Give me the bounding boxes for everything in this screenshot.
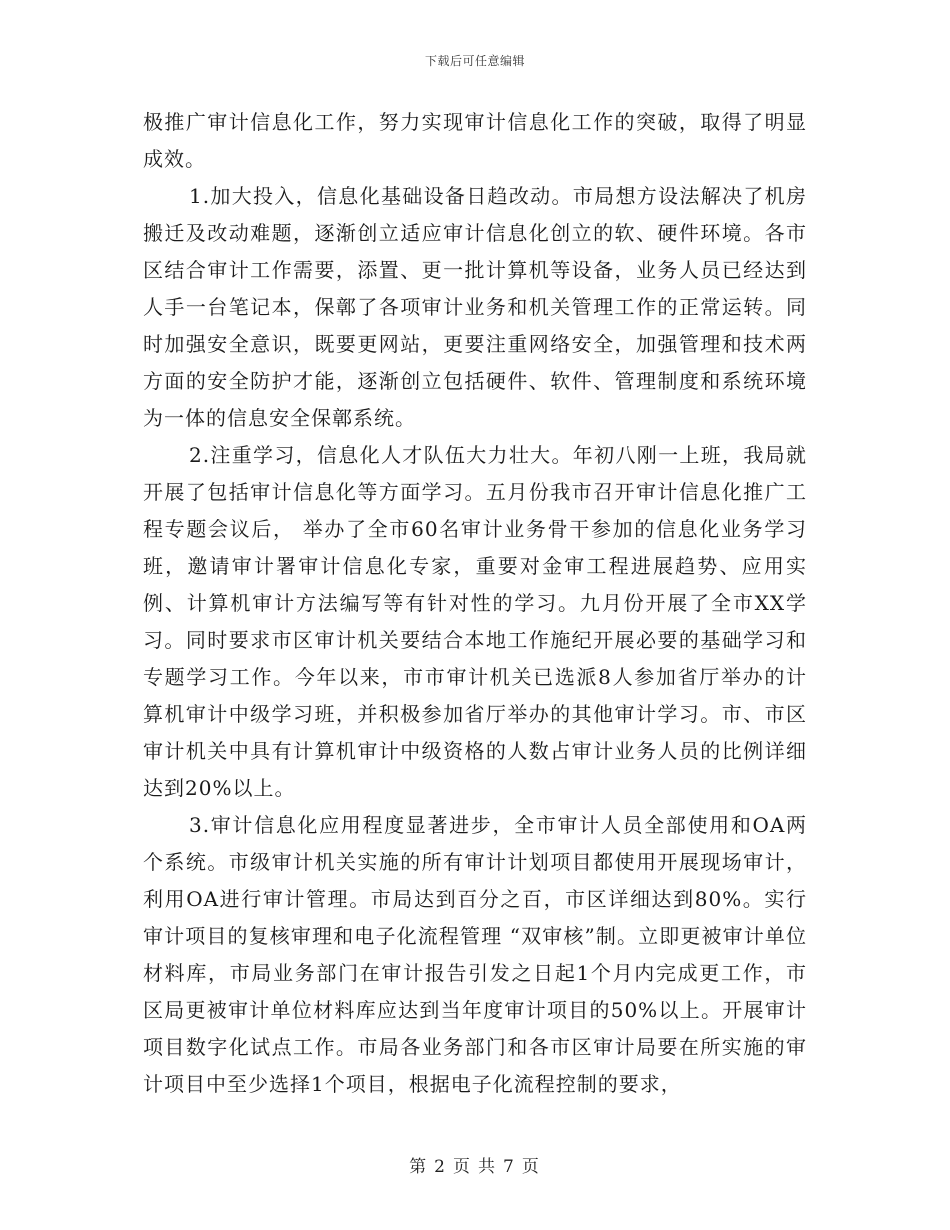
document-body bbox=[143, 104, 807, 1103]
footer-current-page: 2 bbox=[434, 1157, 447, 1177]
footer-total-pages: 7 bbox=[503, 1157, 516, 1177]
paragraph-item-2: 2.注重学习，信息化人才队伍大力壮大。年初八刚一上班，我局就开展了包括审计信息化等方面学习。五月份我市召开审计信息化推广工程专题会议后， 举办了全市60名审计业务骨干参加的信息化业务学习班，邀请审计署审计信息化专家，重要对金审工程进展趋势、应用实例、计算机审计方法编写等有针对性的学习。九月份开展了全市XX学习。同时要求市区审计机关要结合本地工作施纪开展必要的基础学习和专题学习工作。今年以来，市市审计机关已选派8人参加省厅举办的计算机审计中级学习班，并积极参加省厅举办的其他审计学习。市、市区审计机关中具有计算机审计中级资格的人数占审计业务人员的比例详细达到20%以上。 bbox=[143, 443, 807, 800]
paragraph-continuation: 极推广审计信息化工作，努力实现审计信息化工作的突破，取得了明显成效。 bbox=[143, 110, 807, 171]
paragraph-item-3: 3.审计信息化应用程度显著进步，全市审计人员全部使用和OA两个系统。市级审计机关实施的所有审计计划项目都使用开展现场审计，利用OA进行审计管理。市局达到百分之百，市区详细达到80%。实行审计项目的复核审理和电子化流程管理 “双审核”制。立即更被审计单位材料库，市局业务部门在审计报告引发之日起1个月内完成更工作，市区局更被审计单位材料库应达到当年度审计项目的50%以上。开展审计项目数字化试点工作。市局各业务部门和各市区审计局要在所实施的审计项目中至少选择1个项目，根据电子化流程控制的要求， bbox=[143, 813, 807, 1096]
footer-label-page: 第 bbox=[409, 1157, 429, 1177]
footer-label-total-unit: 页 bbox=[521, 1157, 541, 1177]
page-header-note: 下载后可任意编辑 bbox=[424, 54, 525, 68]
page-footer bbox=[0, 1152, 950, 1177]
paragraph-item-1: 1.加大投入，信息化基础设备日趋改动。市局想方设法解决了机房搬迁及改动难题，逐渐创立适应审计信息化创立的软、硬件环境。各市区结合审计工作需要，添置、更一批计算机等设备，业务人员已经达到人手一台笔记本，保鄣了各项审计业务和机关管理工作的正常运转。同时加强安全意识，既要更网站，更要注重网络安全，加强管理和技术两方面的安全防护才能，逐渐创立包括硬件、软件、管理制度和系统环境为一体的信息安全保鄣系统。 bbox=[143, 184, 807, 430]
footer-label-page-unit: 页 bbox=[453, 1157, 472, 1177]
footer-label-total: 共 bbox=[478, 1157, 497, 1177]
